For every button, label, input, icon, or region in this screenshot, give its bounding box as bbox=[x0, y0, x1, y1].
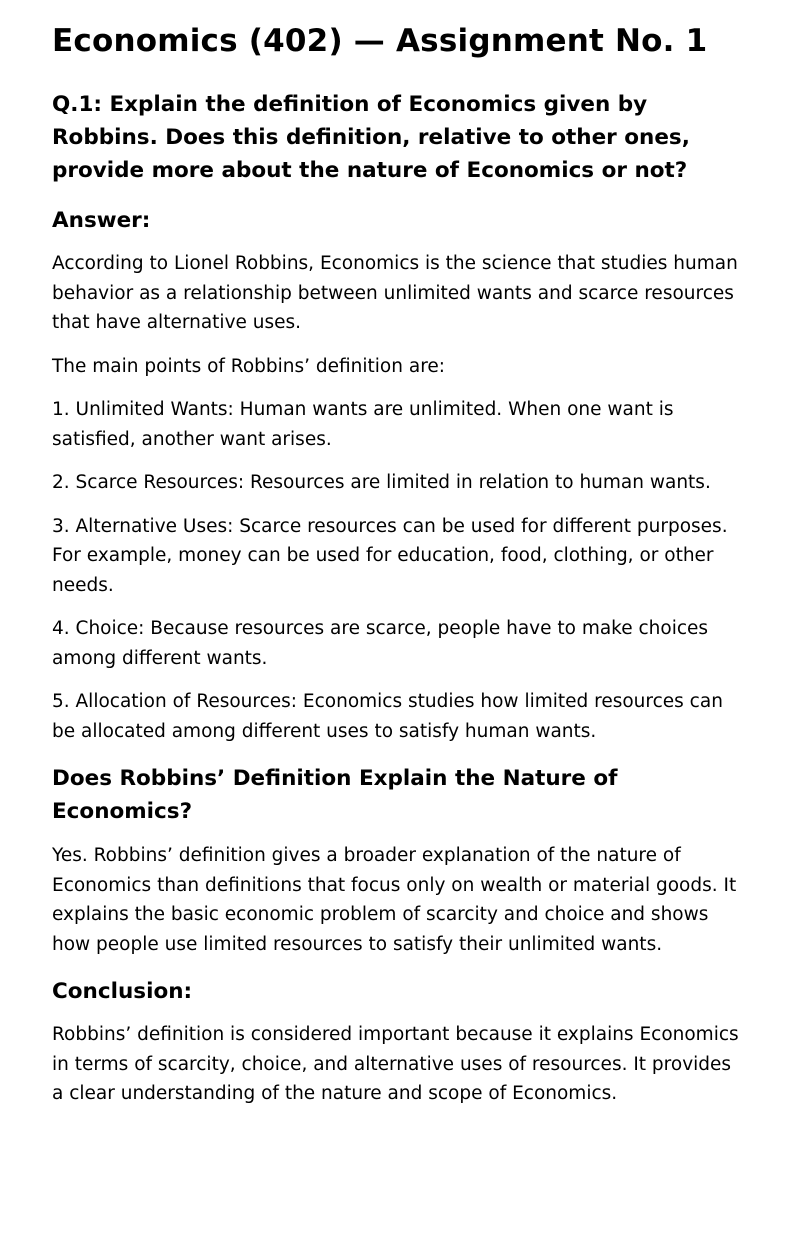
conclusion-paragraph: Robbins’ definition is considered important because it explains Economics in terms of scarcity, choice, and alternative uses of resources. It provides a clear understanding of the nature and scope of Economics. bbox=[52, 1024, 739, 1104]
conclusion-heading: Conclusion: bbox=[52, 979, 193, 1004]
question-heading: Q.1: Explain the definition of Economics given by Robbins. Does this definition, relative to other ones, provide more about the nature of Economics or not? bbox=[52, 92, 690, 183]
point-allocation: 5. Allocation of Resources: Economics studies how limited resources can be allocated among different uses to satisfy human wants. bbox=[52, 691, 723, 742]
point-unlimited-wants: 1. Unlimited Wants: Human wants are unlimited. When one want is satisfied, another want arises. bbox=[52, 399, 674, 450]
document-title: Economics (402) — Assignment No. 1 bbox=[52, 23, 708, 59]
answer-heading: Answer: bbox=[52, 208, 151, 233]
intro-paragraph: According to Lionel Robbins, Economics is the science that studies human behavior as a relationship between unlimited wants and scarce resources that have alternative uses. bbox=[52, 253, 738, 333]
point-choice: 4. Choice: Because resources are scarce, people have to make choices among different wants. bbox=[52, 618, 709, 669]
nature-section-heading: Does Robbins’ Definition Explain the Nature of Economics? bbox=[52, 766, 618, 824]
main-points-lead: The main points of Robbins’ definition are: bbox=[52, 355, 446, 377]
nature-section-paragraph: Yes. Robbins’ definition gives a broader explanation of the nature of Economics than definitions that focus only on wealth or material goods. It explains the basic economic problem of scarcity and choice and shows how people use limited resources to satisfy their unlimited wants. bbox=[52, 845, 737, 955]
point-alternative-uses: 3. Alternative Uses: Scarce resources can be used for different purposes. For example, money can be used for education, food, clothing, or other needs. bbox=[52, 515, 728, 596]
points-list bbox=[52, 395, 748, 746]
point-scarce-resources: 2. Scarce Resources: Resources are limited in relation to human wants. bbox=[52, 472, 711, 493]
